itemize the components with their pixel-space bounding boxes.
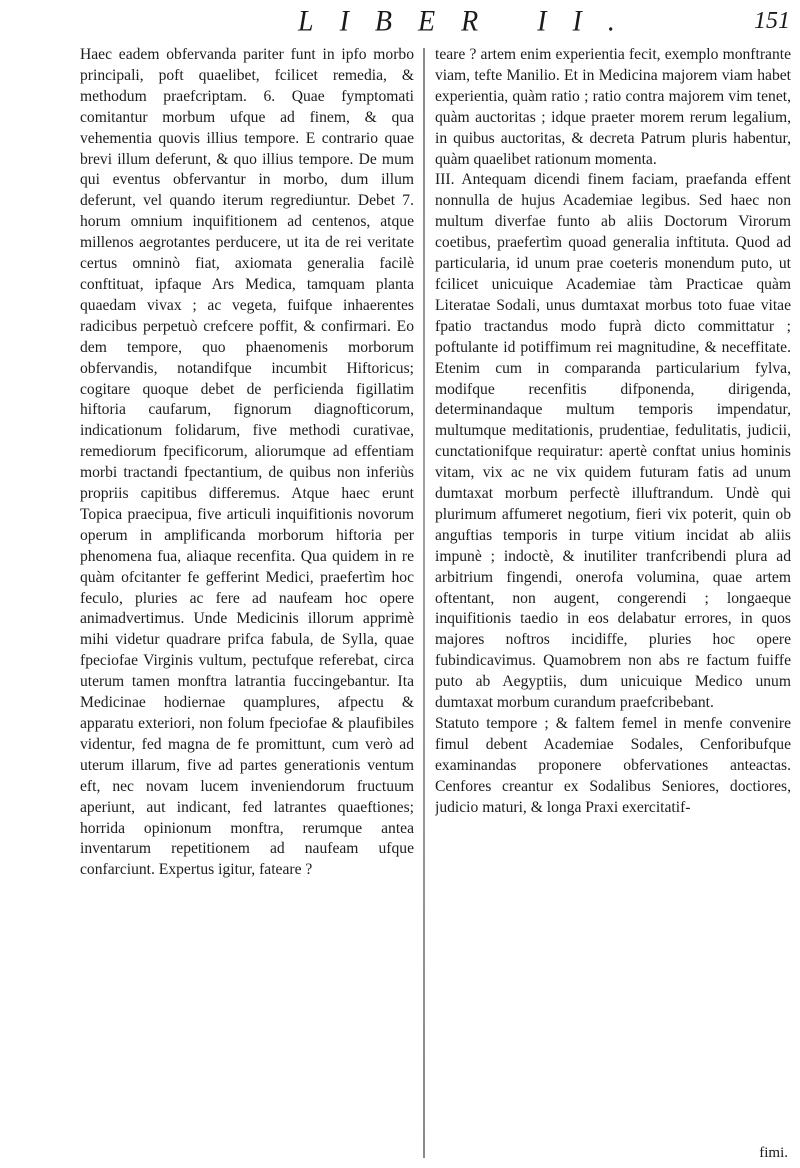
right-paragraph-3: Statuto tempore ; & faltem femel in menfe convenire fimul debent Academiae Sodales, Cenforibufque examinandas proponere obfervationes anteactas. Cenfores creantur ex Sodalibus Seniores, doctiores, judicio maturi, & longa Praxi exercitatif- [435, 715, 791, 816]
running-head-title: LIBER II. [298, 5, 641, 38]
catchword: fimi. [759, 1145, 788, 1161]
right-paragraph-1: teare ? artem enim experientia fecit, exemplo monftrante viam, tefte Manilio. Et in Medicina majorem viam habet experientia, quàm ratio ; ratio contra majorem vim tenet, quàm auctoritas ; idque praeter morem rerum legalium, in quibus auctoritas, & decreta Patrum pluris habentur, quàm quaelibet rationum momenta. [435, 46, 791, 168]
left-column [80, 45, 414, 1163]
left-paragraph: Haec eadem obfervanda pariter funt in ipfo morbo principali, poft quaelibet, fcilicet remedia, & methodum praefcriptam. 6. Quae fymptomati comitantur morbum ufque ad finem, & qua vehementia quovis illius tempore. E contrario quae brevi illum deferunt, & quo illius tempore. De mum qui eventus obfervantur in morbo, dum illum deferunt, vel quando iterum regrediuntur. Debet 7. horum omnium inquifitionem ad centenos, atque millenos aegrotantes perducere, ut ita de rei veritate certus omninò fiat, axiomata generalia facilè conftituat, ipfaque Ars Medica, tamquam planta quaedam vivax ; ac vegeta, fuifque inhaerentes radicibus perpetuò crefcere poffit, & confirmari. Eo dem tempore, quo phaenomenis morborum obfervandis, notandifque incumbit Hiftoricus; cogitare quoque debet de perficienda figillatim hiftoria caufarum, fignorum diagnofticorum, indicationum folidarum, five methodi curativae, remediorum fpecificorum, aliorumque ad effentiam morbi tractandi fpectantium, de quibus non inferiùs propriis capitibus differemus. Atque haec erunt Topica praecipua, five articuli inquifitionis novorum operum in amplificanda morborum hiftoria per phenomena fua, aliaque recenfita. Qua quidem in re quàm ofcitanter fe gefferint Medici, praefertìm hoc feculo, pluries ac fere ad naufeam hoc opere animadvertimus. Unde Medicinis illorum apprimè mihi videtur quadrare prifca fabula, de Sylla, quae fpeciofae Virginis vultum, pectufque referebat, circa uterum tamen monftra latrantia fuccingebantur. Ita Medicinae hodiernae quamplures, afpectu & apparatu exteriori, non folum fpeciofae & plaufibiles videntur, fed magna de fe promittunt, cum verò ad uterum illarum, five ad partes generationis ventum eft, nec novam lucem inveniendorum fructuum aperiunt, aut indicant, fed latrantes quaeftiones; horrida opinionum monftra, rerumque antea inventarum repetitionem ad naufeam ufque confarciunt. Expertus igitur, fateare ? [80, 46, 414, 879]
right-paragraph-2: III. Antequam dicendi finem faciam, praefanda effent nonnulla de hujus Academiae legibus. Sed haec non multum diverfae funto ab aliis Doctorum Virorum coetibus, praefertìm quoad generalia inftituta. Quod ad particularia, id unum prae coeteris monendum puto, ut fcilicet unicuique Academiae tàm Practicae quàm Literatae Sodali, unus dumtaxat morbus toto fuae vitae fpatio tractandus modo fuprà dicto committatur ; poftulante id potiffimum rei magnitudine, & neceffitate. Etenim cum in comparanda particularium fylva, modifque recenfitis difponenda, dirigenda, determinandaque multum temporis impendatur, multumque meditationis, prudentiae, fedulitatis, judicii, cunctationifque requiratur: apertè conftat unius hominis vitam, vix ac ne vix quidem futuram fatis ad unum dumtaxat morbum perfectè illuftrandum. Undè qui plurimum affumeret negotium, fieri vix poterit, quin ob anguftias temporis in turpe vitium incidat ab aliis impunè ; indoctè, & inutiliter tranfcribendi plura ad arbitrium fingendi, onerofa volumina, quae artem oftentant, non augent, congerendi ; longaeque inquifitionis taedio in eos delabatur errores, in quos majores noftros incidiffe, pluries hoc opere fubindicavimus. Quamobrem non abs re factum fuiffe puto ab Aegyptiis, dum unicuique Medico unum dumtaxat morbum curandum praefcribebant. [435, 171, 791, 712]
right-column [435, 45, 791, 1163]
running-head [0, 4, 800, 44]
column-divider [423, 48, 425, 1158]
page-number: 151 [754, 8, 790, 34]
